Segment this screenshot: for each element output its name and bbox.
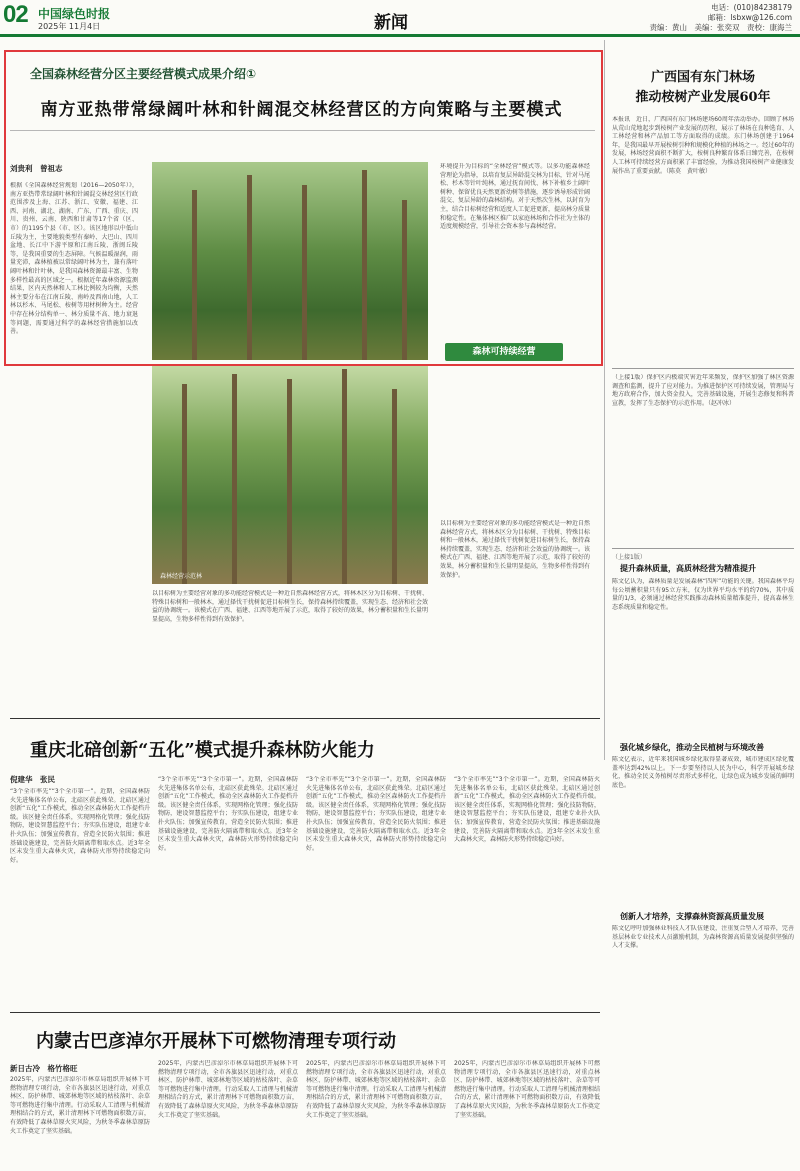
paper-name: 中国绿色时报: [38, 7, 111, 21]
series-title: 全国森林经营分区主要经营模式成果介绍①: [30, 67, 257, 81]
right-top-body: [612, 116, 794, 362]
tree-trunk: [247, 175, 252, 360]
right-divider: [612, 548, 794, 549]
right-top-title-2: 推动桉树产业发展60年: [635, 90, 771, 105]
article-divider: [10, 718, 600, 719]
lead-col1: [10, 182, 138, 712]
tree-trunk: [342, 369, 347, 584]
second-col2: [158, 776, 298, 1008]
second-col2-text: “3个全市率先”“3个全市第一”。近期，全国森林防火先进集体名单公布，北碚区获此殊荣。北碚区通过创新“五化”工作模式，推动全区森林防火工作提档升级。该区健全责任体系，实现网格化管理；强化技防物防，建设智慧监控平台；夯实队伍建设，组建专业扑火队伍；加强宣传教育，营造全民防火氛围；推进基础设施建设，完善防火隔离带和取水点。近3年全区未发生重大森林火灾，森林防火形势持续稳定向好。: [158, 776, 298, 852]
right-mid-body: [612, 374, 794, 544]
third-col3: [306, 1060, 446, 1168]
second-col4: [454, 776, 600, 1008]
right-top-body-text: 本报讯 近日，广西国有东门林场建场60周年活动举办。回顾了林场从荒山荒地起步到桉树产业发展的历程，展示了林场在良种选育、人工林经营和林产品加工等方面取得的成绩。东门林场创建于1964年，是我国最早开展桉树引种和规模化种植的林场之一。经过60年的发展，林场经营面积不断扩大，桉树良种繁育体系日臻完善，在桉树人工林可持续经营方面积累了丰富经验，为推动我国桉树产业健康发展作出了重要贡献。（陈莫 黄叶敏）: [612, 116, 794, 175]
photo-caption: 森林经营示范林: [160, 573, 203, 580]
phone: 电话：(010)84238179: [711, 3, 792, 12]
right-body-1: [612, 578, 794, 738]
right-top-title-1: 广西国有东门林场: [650, 70, 755, 85]
third-article-title: 内蒙古巴彦淖尔开展林下可燃物清理专项行动: [36, 1031, 396, 1052]
third-col4-text: 2025年，内蒙古巴彦淖尔市林草局组织开展林下可燃物清理专项行动，全市各旗县区迅速行动，对重点林区、防护林带、城郊林地等区域的枯枝落叶、杂草等可燃物进行集中清理。行动采取人工清理与机械清理相结合的方式，累计清理林下可燃物面积数万亩，有效降低了森林草原火灾风险，为秋冬季森林草原防火工作奠定了坚实基础。: [454, 1060, 600, 1119]
second-article-title: 重庆北碚创新“五化”模式提升森林防火能力: [30, 740, 375, 761]
second-col1: [10, 788, 150, 1008]
lead-col4-text: 以目标树为主要经营对象的多功能经营模式是一种近自然森林经营方式，将林木区分为目标树、干扰树、特殊目标树和一般林木，通过择伐干扰树促进目标树生长，保持森林持续覆盖，实现生态、经济和社会效益的协调统一。该模式在广西、福建、江西等地开展了示范，取得了较好的效果，林分蓄积量和生长量明显提高，生物多样性得到有效保护。: [440, 520, 590, 579]
masthead: [0, 0, 800, 34]
second-col3-text: “3个全市率先”“3个全市第一”。近期，全国森林防火先进集体名单公布，北碚区获此殊荣。北碚区通过创新“五化”工作模式，推动全区森林防火工作提档升级。该区健全责任体系，实现网格化管理；强化技防物防，建设智慧监控平台；夯实队伍建设，组建专业扑火队伍；加强宣传教育，营造全民防火氛围；推进基础设施建设，完善防火隔离带和取水点。近3年全区未发生重大森林火灾，森林防火形势持续稳定向好。: [306, 776, 446, 852]
lead-article-title: 南方亚热带常绿阔叶林和针阔混交林经营区的方向策略与主要模式: [40, 100, 563, 120]
third-col1: [10, 1076, 150, 1168]
forest-photo-top: [152, 162, 428, 360]
contact-info: [650, 3, 793, 33]
second-col3: [306, 776, 446, 1008]
section-title: 新闻: [374, 13, 408, 33]
tree-trunk: [182, 384, 187, 584]
second-col4-text: “3个全市率先”“3个全市第一”。近期，全国森林防火先进集体名单公布，北碚区获此殊荣。北碚区通过创新“五化”工作模式，推动全区森林防火工作提档升级。该区健全责任体系，实现网格化管理；强化技防物防，建设智慧监控平台；夯实队伍建设，组建专业扑火队伍；加强宣传教育，营造全民防火氛围；推进基础设施建设，完善防火隔离带和取水点。近3年全区未发生重大森林火灾，森林防火形势持续稳定向好。: [454, 776, 600, 844]
page-number: 02: [3, 1, 28, 28]
second-col1-text: “3个全市率先”“3个全市第一”。近期，全国森林防火先进集体名单公布，北碚区获此殊荣。北碚区通过创新“五化”工作模式，推动全区森林防火工作提档升级。该区健全责任体系，实现网格化管理；强化技防物防，建设智慧监控平台；夯实队伍建设，组建专业扑火队伍；加强宣传教育，营造全民防火氛围；推进基础设施建设，完善防火隔离带和取水点。近3年全区未发生重大森林火灾，森林防火形势持续稳定向好。: [10, 788, 150, 864]
lead-col2-cont: [152, 590, 428, 710]
lead-col3-text: 环境提升为目标的“全林经营”模式等。以多功能森林经营理论为指导，以培育复层异龄混交林为目标，针对马尾松、杉木等针叶纯林，通过抚育间伐、林下补植乡土阔叶树种、保留优良天然更新幼树等措施，逐步诱导形成针阔混交、复层异龄的森林结构。对于天然次生林，以封育为主，结合目标树经营和适度人工促进更新，提高林分质量和稳定性。在集体林区推广以家庭林场和合作社为主体的适度规模经营，引导社会资本参与森林经营。: [440, 163, 590, 231]
tree-trunk: [362, 170, 367, 360]
issue-date: 2025年 11月4日: [38, 22, 101, 31]
right-divider: [612, 368, 794, 369]
lead-col1-text: 根据《全国森林经营规划（2016—2050年）》，南方亚热带常绿阔叶林和针阔混交林经营区行政范围涉及上海、江苏、浙江、安徽、福建、江西、河南、湖北、湖南、广东、广西、重庆、四川、贵州、云南、陕西和甘肃等17个省（区、市）的1195个县（市、区）。该区地形以中低山丘陵为主，主要地貌类型有秦岭、大巴山、四川盆地、长江中下游平原和江南丘陵、浙闽丘陵等，是我国重要的生态屏障。气候温暖湿润，雨量充沛，森林植被以常绿阔叶林为主，兼有落叶阔叶林和针叶林，是我国森林资源最丰富、生物多样性最高的区域之一。根据近年森林资源监测结果，区内天然林和人工林比例较为均衡，天然林主要分布在江南丘陵、南岭及西南山地，人工林以杉木、马尾松、桉树等用材树种为主。经营中存在林分结构单一、林分质量不高、地力衰退等问题，需要通过科学的森林经营措施加以改善。: [10, 182, 138, 336]
third-byline: 新日古冷 格竹格旺: [10, 1064, 78, 1073]
brand-badge: 森林可持续经营: [445, 343, 563, 361]
right-subhead-2: 强化城乡绿化，推动全民植树与环境改善: [620, 743, 764, 752]
right-body-1-text: 陈文亿认为，森林质量是发展森林“四库”功能的关键。我国森林平均每公顷蓄积量只有95立方米，仅为世界平均水平的约70%，其中质量的1/3，必须通过林经营实践推动森林质量精准提升，提高森林生态系统质量和稳定性。: [612, 578, 794, 611]
right-subhead-3: 创新人才培养，支撑森林资源高质量发展: [620, 912, 764, 921]
column-divider: [604, 40, 605, 760]
right-subhead-1: 提升森林质量，高质林经营为精准提升: [620, 564, 756, 573]
tree-trunk: [192, 190, 197, 360]
right-body-2: [612, 756, 794, 906]
article-divider: [10, 1012, 600, 1013]
lead-col2-text: 以目标树为主要经营对象的多功能经营模式是一种近自然森林经营方式，将林木区分为目标树、干扰树、特殊目标树和一般林木，通过择伐干扰树促进目标树生长，保持森林持续覆盖，实现生态、经济和社会效益的协调统一。该模式在广西、福建、江西等地开展了示范，取得了较好的效果，林分蓄积量和生长量明显提高，生物多样性得到有效保护。: [152, 590, 428, 623]
lead-col4: [440, 520, 590, 710]
third-col1-text: 2025年，内蒙古巴彦淖尔市林草局组织开展林下可燃物清理专项行动，全市各旗县区迅速行动，对重点林区、防护林带、城郊林地等区域的枯枝落叶、杂草等可燃物进行集中清理。行动采取人工清理与机械清理相结合的方式，累计清理林下可燃物面积数万亩，有效降低了森林草原火灾风险，为秋冬季森林草原防火工作奠定了坚实基础。: [10, 1076, 150, 1135]
masthead-rule: [0, 34, 800, 37]
forest-photo-bottom: [152, 366, 428, 584]
third-col3-text: 2025年，内蒙古巴彦淖尔市林草局组织开展林下可燃物清理专项行动，全市各旗县区迅速行动，对重点林区、防护林带、城郊林地等区域的枯枝落叶、杂草等可燃物进行集中清理。行动采取人工清理与机械清理相结合的方式，累计清理林下可燃物面积数万亩，有效降低了森林草原火灾风险，为秋冬季森林草原防火工作奠定了坚实基础。: [306, 1060, 446, 1119]
third-col2-text: 2025年，内蒙古巴彦淖尔市林草局组织开展林下可燃物清理专项行动，全市各旗县区迅速行动，对重点林区、防护林带、城郊林地等区域的枯枝落叶、杂草等可燃物进行集中清理。行动采取人工清理与机械清理相结合的方式，累计清理林下可燃物面积数万亩，有效降低了森林草原火灾风险，为秋冬季森林草原防火工作奠定了坚实基础。: [158, 1060, 298, 1119]
tree-trunk: [232, 374, 237, 584]
lead-col3: [440, 163, 590, 513]
email: 邮箱：lsbxw@126.com: [707, 13, 792, 22]
right-body-2-text: 陈文亿表示，近年来我国城乡绿化取得显著成效，城市建成区绿化覆盖率达到42%以上。下一步要坚持以人民为中心，科学开展城乡绿化，推动全民义务植树尽责形式多样化，让绿色成为城乡发展的鲜明底色。: [612, 756, 794, 789]
continued-label: （上接1版）: [612, 554, 646, 561]
tree-trunk: [287, 379, 292, 584]
right-body-3-text: 陈文亿呼吁加强林业科技人才队伍建设，注重复合型人才培养，完善基层林业专业技术人员激励机制，为森林资源高质量发展提供坚强的人才支撑。: [612, 925, 794, 950]
tree-trunk: [402, 200, 407, 360]
tree-trunk: [392, 389, 397, 584]
third-col4: [454, 1060, 600, 1168]
third-col2: [158, 1060, 298, 1168]
second-byline: 倪建华 张民: [10, 775, 55, 784]
editors: 责编：黄山 美编：张奕双 责校：康海兰: [649, 23, 792, 32]
right-body-3: [612, 925, 794, 1165]
lead-byline: 刘贵利 曾祖志: [10, 164, 63, 173]
right-mid-body-text: （上接1版）保护区内极端灾害近年来频发，保护区加强了林区资源调查和监测，提升了应对能力。为推进保护区可持续发展，管理局与地方政府合作，加大资金投入，完善基础设施，开展生态修复和科普宣教，发挥了生态保护的示范作用。（赵冲冰）: [612, 374, 794, 407]
title-divider: [10, 130, 595, 131]
tree-trunk: [302, 185, 307, 360]
